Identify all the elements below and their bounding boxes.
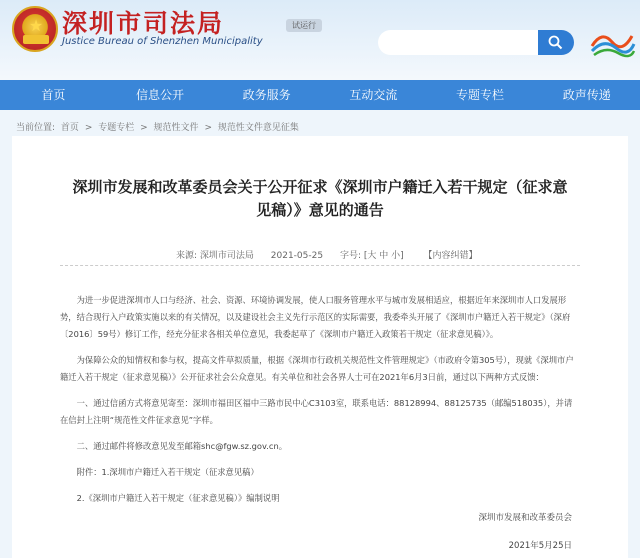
- attachment-1[interactable]: 附件：1.深圳市户籍迁入若干规定（征求意见稿）: [76, 467, 259, 477]
- breadcrumb-sep: >: [204, 123, 212, 133]
- nav-item-services[interactable]: 政务服务: [242, 88, 291, 102]
- nav-item-home[interactable]: 首页: [41, 88, 66, 102]
- search-button[interactable]: [538, 30, 574, 55]
- nav-item-interaction[interactable]: 互动交流: [349, 88, 398, 102]
- article-title: 深圳市发展和改革委员会关于公开征求《深圳市户籍迁入若干规定（征求意见稿）》意见的通告: [72, 178, 568, 219]
- paragraph: 为保障公众的知情权和参与权，提高文件草拟质量，根据《深圳市行政机关规范性文件管理规定》（市政府令第305号），现就《深圳市户籍迁入若干规定（征求意见稿）》公开征求社会公众意见。有关单位和社会各界人士可在2021年6月3日前，通过以下两种方式反馈：: [60, 355, 574, 382]
- article-source: 来源: 深圳市司法局: [176, 251, 254, 261]
- nav-item-topics[interactable]: 专题专栏: [456, 88, 505, 102]
- font-size-close: ]: [400, 251, 404, 261]
- paragraph: 二、通过邮件将修改意见发至邮箱shc@fgw.sz.gov.cn。: [76, 441, 288, 451]
- divider: [60, 265, 580, 266]
- article-panel: [12, 136, 628, 558]
- nav-item-info[interactable]: 信息公开: [136, 88, 185, 102]
- breadcrumb-sep: >: [140, 123, 148, 133]
- site-subtitle: Justice Bureau of Shenzhen Municipality: [62, 36, 263, 47]
- breadcrumb: [16, 120, 302, 133]
- search-icon: [548, 35, 563, 50]
- paragraph: 一、通过信函方式将意见寄至：深圳市福田区福中三路市民中心C3103室，联系电话：88128994、88125735（邮编518035），并请在信封上注明“规范性文件征求意见”字样。: [60, 398, 573, 425]
- breadcrumb-sep: >: [84, 123, 93, 133]
- font-size-large[interactable]: 大: [367, 251, 377, 261]
- search-input[interactable]: [378, 30, 540, 55]
- breadcrumb-normative[interactable]: 规范性文件: [153, 123, 199, 133]
- font-size-medium[interactable]: 中: [379, 251, 389, 261]
- article-date: 2021-05-25: [270, 251, 324, 261]
- breadcrumb-home[interactable]: 首页: [60, 123, 79, 133]
- site-header: [0, 0, 640, 80]
- signature-org: 深圳市发展和改革委员会: [478, 513, 572, 523]
- font-size-label: 字号: [: [339, 251, 368, 261]
- breadcrumb-label: 当前位置:: [16, 123, 56, 133]
- paragraph: 为进一步促进深圳市人口与经济、社会、资源、环境协调发展，使人口服务管理水平与城市发展相适应，根据近年来深圳市人口发展形势，结合现行入户政策实施以来的有关情况，以及建设社会主义先行示范区的实际需要，我委牵头开展了《深圳市户籍迁入若干规定》（深府〔2016〕59号）修订工作，经充分征求各相关单位意见，我委起草了《深圳市户籍迁入政策若干规定（征求意见稿）》。: [60, 295, 571, 339]
- breadcrumb-topics[interactable]: 专题专栏: [98, 123, 135, 133]
- main-nav: [0, 80, 640, 110]
- nav-item-news[interactable]: 政声传递: [562, 88, 611, 102]
- font-size-small[interactable]: 小: [391, 251, 401, 261]
- breadcrumb-current[interactable]: 规范性文件意见征集: [217, 123, 299, 133]
- article-meta: [176, 248, 477, 261]
- attachment-2[interactable]: 2.《深圳市户籍迁入若干规定（征求意见稿）》编制说明: [76, 493, 280, 503]
- content-correction-link[interactable]: 【内容纠错】: [423, 251, 478, 261]
- national-emblem-icon: ★: [12, 6, 58, 52]
- article-body: [60, 292, 580, 516]
- trial-badge: 试运行: [286, 19, 322, 32]
- city-logo-icon: [588, 24, 636, 58]
- signature-date: 2021年5月25日: [508, 541, 572, 551]
- site-title[interactable]: 深圳市司法局: [62, 9, 225, 38]
